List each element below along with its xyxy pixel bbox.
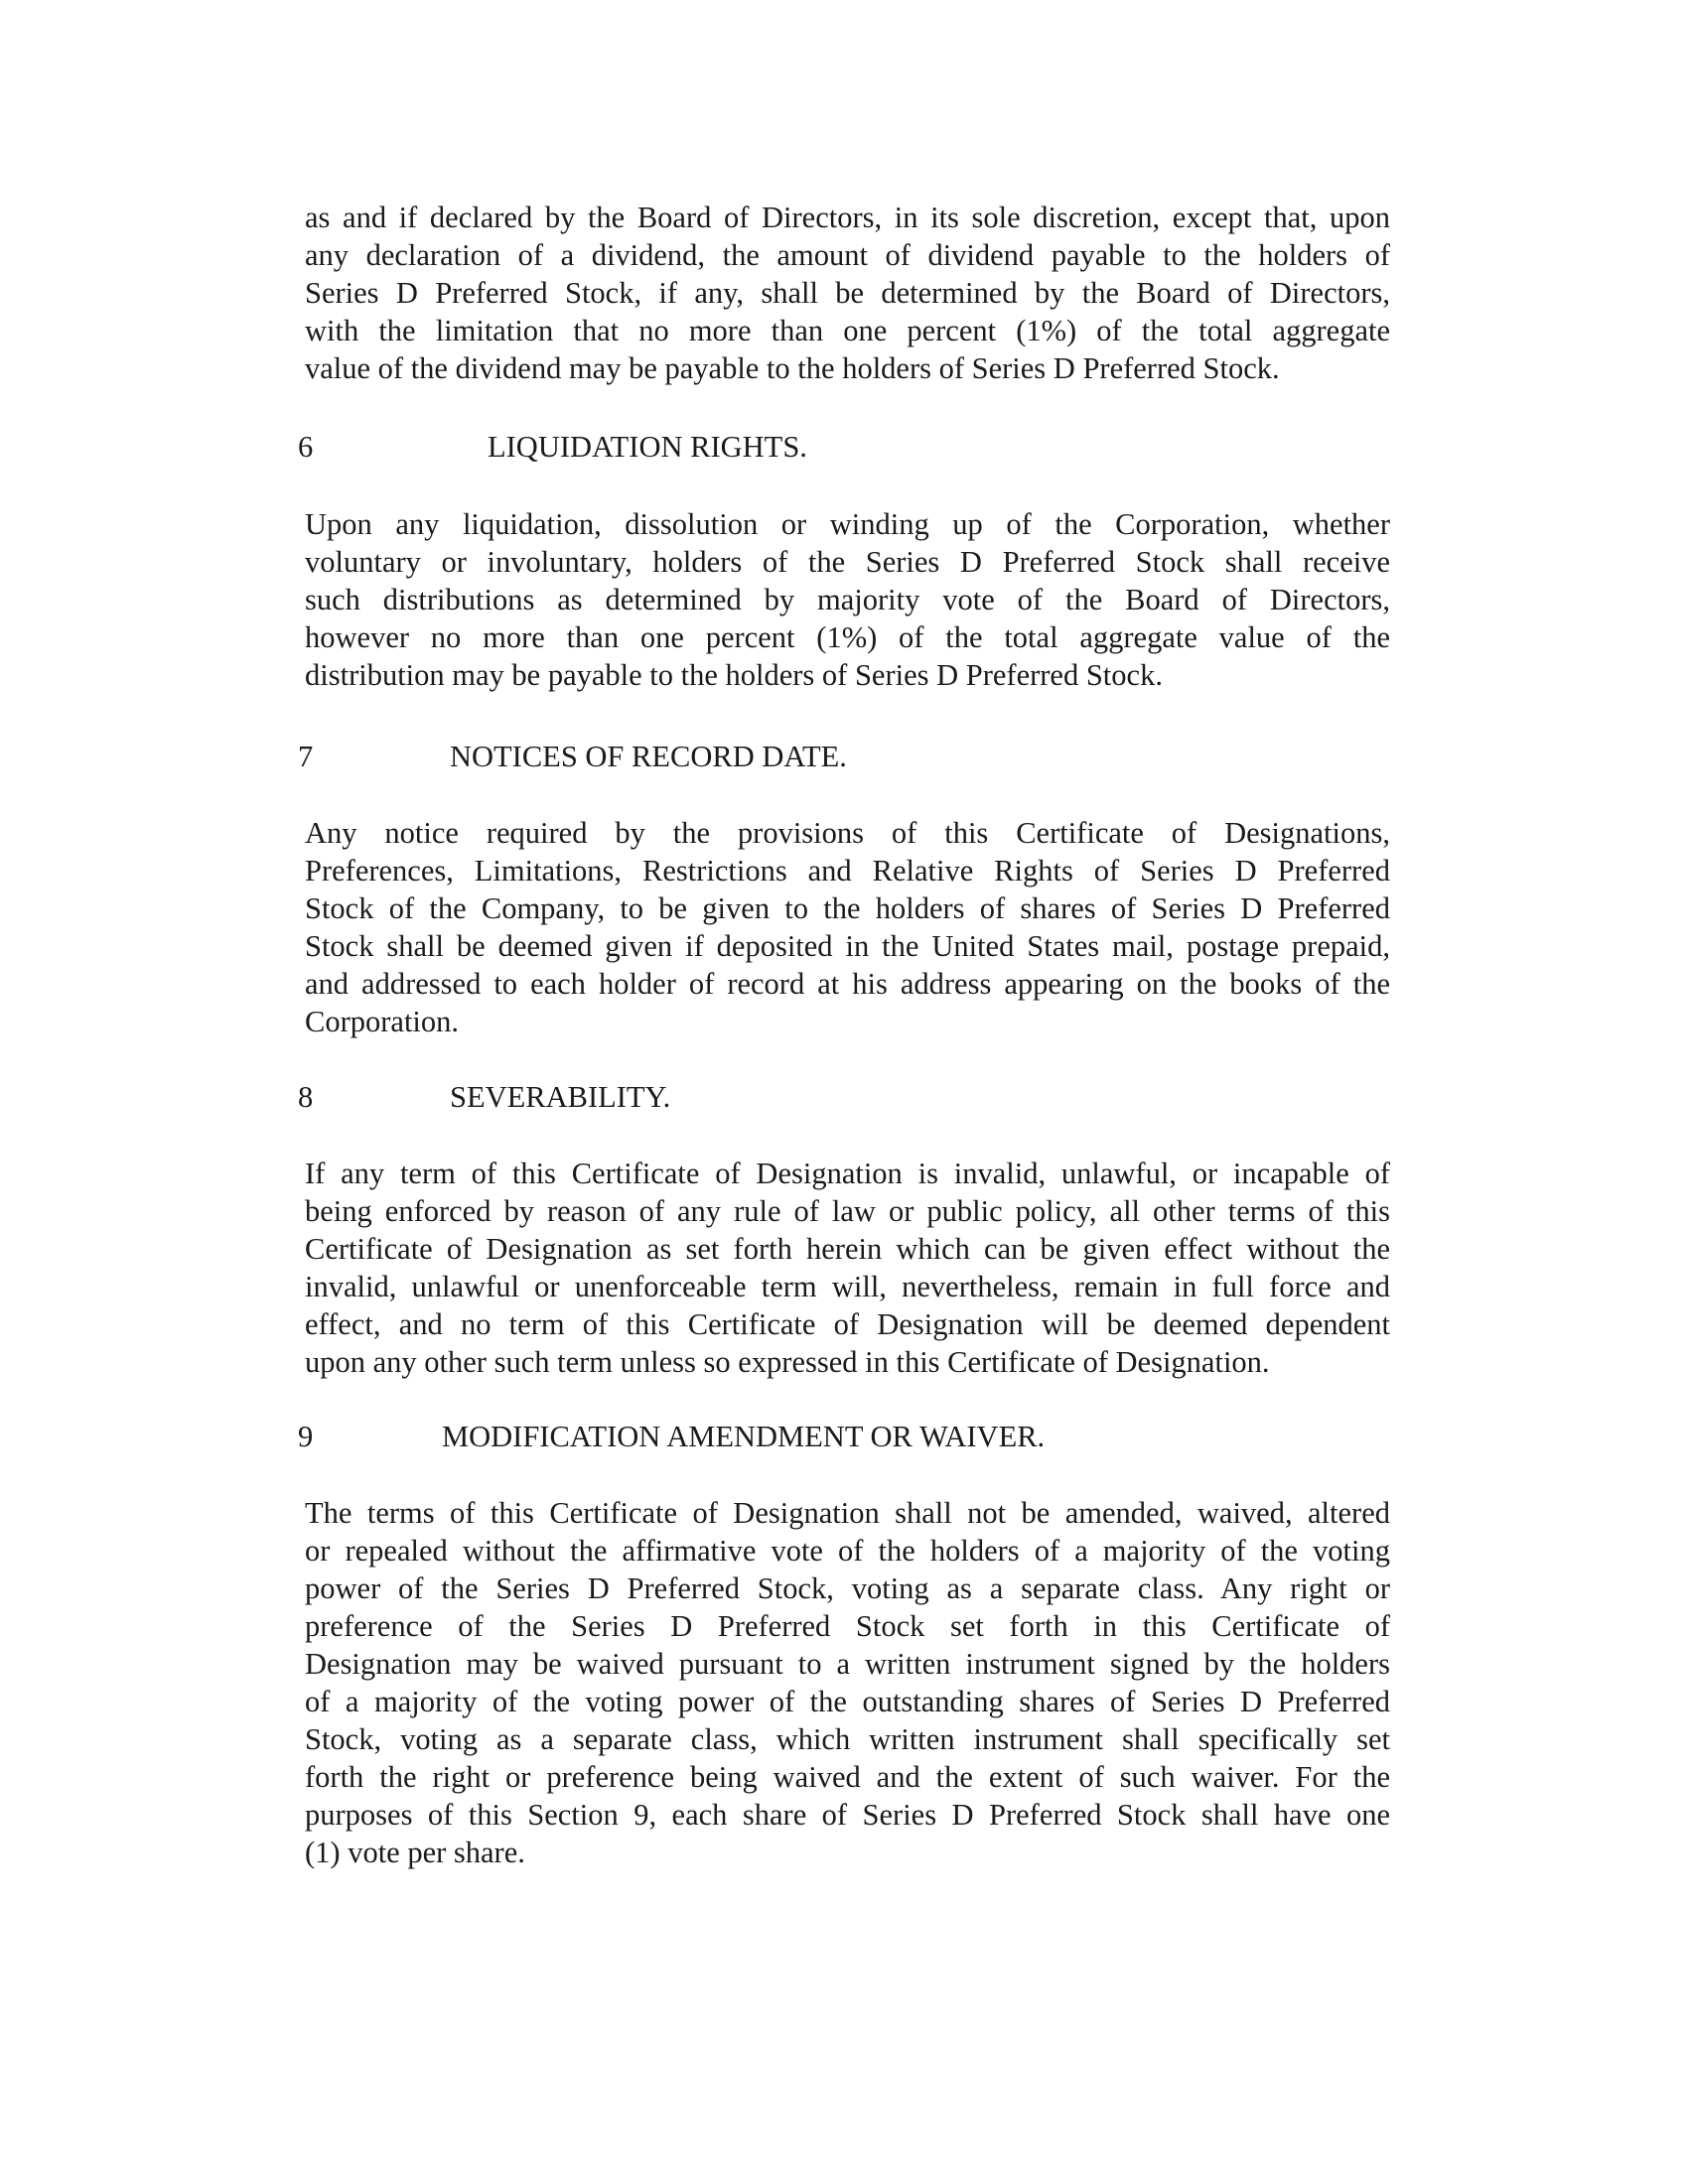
section-number: 7 <box>298 740 314 773</box>
paragraph-line: Designation may be waived pursuant to a written instrument signed by the holders <box>305 1647 1390 1681</box>
section-9-paragraph <box>305 1494 1390 1871</box>
paragraph-line: power of the Series D Preferred Stock, voting as a separate class. Any right or <box>305 1571 1390 1605</box>
paragraph-line: any declaration of a dividend, the amount of dividend payable to the holders of <box>305 238 1390 272</box>
paragraph-line: Stock shall be deemed given if deposited in the United States mail, postage prepaid, <box>305 929 1390 963</box>
paragraph-line: Corporation. <box>305 1005 460 1038</box>
paragraph-line: voluntary or involuntary, holders of the Series D Preferred Stock shall receive <box>305 545 1390 579</box>
paragraph-line: Stock of the Company, to be given to the holders of shares of Series D Preferred <box>305 891 1390 925</box>
paragraph-line: Series D Preferred Stock, if any, shall be determined by the Board of Directors, <box>305 276 1390 310</box>
paragraph-line: The terms of this Certificate of Designation shall not be amended, waived, altered <box>305 1496 1390 1530</box>
paragraph-line: Preferences, Limitations, Restrictions and Relative Rights of Series D Preferred <box>305 854 1390 887</box>
paragraph-line: such distributions as determined by majority vote of the Board of Directors, <box>305 583 1390 616</box>
section-number: 6 <box>298 430 314 464</box>
paragraph-line: and addressed to each holder of record at his address appearing on the books of the <box>305 967 1390 1001</box>
section-8-paragraph <box>305 1155 1390 1381</box>
section-6-paragraph <box>305 505 1390 694</box>
paragraph-line: value of the dividend may be payable to the holders of Series D Preferred Stock. <box>305 351 1280 385</box>
section-number: 9 <box>298 1420 314 1453</box>
paragraph-line: preference of the Series D Preferred Stock set forth in this Certificate of <box>305 1609 1390 1643</box>
section-heading-notices-of-record-date: NOTICES OF RECORD DATE. <box>450 740 847 773</box>
section-7-paragraph <box>305 814 1390 1040</box>
dividend-continuation-paragraph <box>305 199 1390 387</box>
section-heading-liquidation-rights: LIQUIDATION RIGHTS. <box>488 430 807 464</box>
paragraph-line: or repealed without the affirmative vote of the holders of a majority of the voting <box>305 1534 1390 1568</box>
paragraph-line: If any term of this Certificate of Designation is invalid, unlawful, or incapable of <box>305 1157 1390 1190</box>
paragraph-line: (1) vote per share. <box>305 1836 525 1869</box>
paragraph-line: upon any other such term unless so expressed in this Certificate of Designation. <box>305 1345 1270 1379</box>
paragraph-line: Certificate of Designation as set forth herein which can be given effect without the <box>305 1232 1390 1266</box>
paragraph-line: invalid, unlawful or unenforceable term will, nevertheless, remain in full force and <box>305 1270 1390 1303</box>
section-heading-severability: SEVERABILITY. <box>450 1080 671 1114</box>
section-number: 8 <box>298 1080 314 1114</box>
paragraph-line: Stock, voting as a separate class, which written instrument shall specifically set <box>305 1722 1390 1756</box>
paragraph-line: of a majority of the voting power of the outstanding shares of Series D Preferred <box>305 1685 1390 1718</box>
paragraph-line: Upon any liquidation, dissolution or winding up of the Corporation, whether <box>305 507 1390 541</box>
paragraph-line: distribution may be payable to the holders of Series D Preferred Stock. <box>305 658 1163 692</box>
paragraph-line: however no more than one percent (1%) of the total aggregate value of the <box>305 620 1390 654</box>
paragraph-line: with the limitation that no more than one percent (1%) of the total aggregate <box>305 314 1390 347</box>
paragraph-line: purposes of this Section 9, each share of Series D Preferred Stock shall have one <box>305 1798 1390 1832</box>
section-heading-modification-amendment-or-waiver: MODIFICATION AMENDMENT OR WAIVER. <box>442 1420 1046 1453</box>
paragraph-line: being enforced by reason of any rule of law or public policy, all other terms of this <box>305 1194 1390 1228</box>
paragraph-line: Any notice required by the provisions of this Certificate of Designations, <box>305 816 1390 850</box>
paragraph-line: forth the right or preference being waived and the extent of such waiver. For the <box>305 1760 1390 1794</box>
paragraph-line: effect, and no term of this Certificate of Designation will be deemed dependent <box>305 1307 1390 1341</box>
paragraph-line: as and if declared by the Board of Directors, in its sole discretion, except that, upon <box>305 201 1390 234</box>
